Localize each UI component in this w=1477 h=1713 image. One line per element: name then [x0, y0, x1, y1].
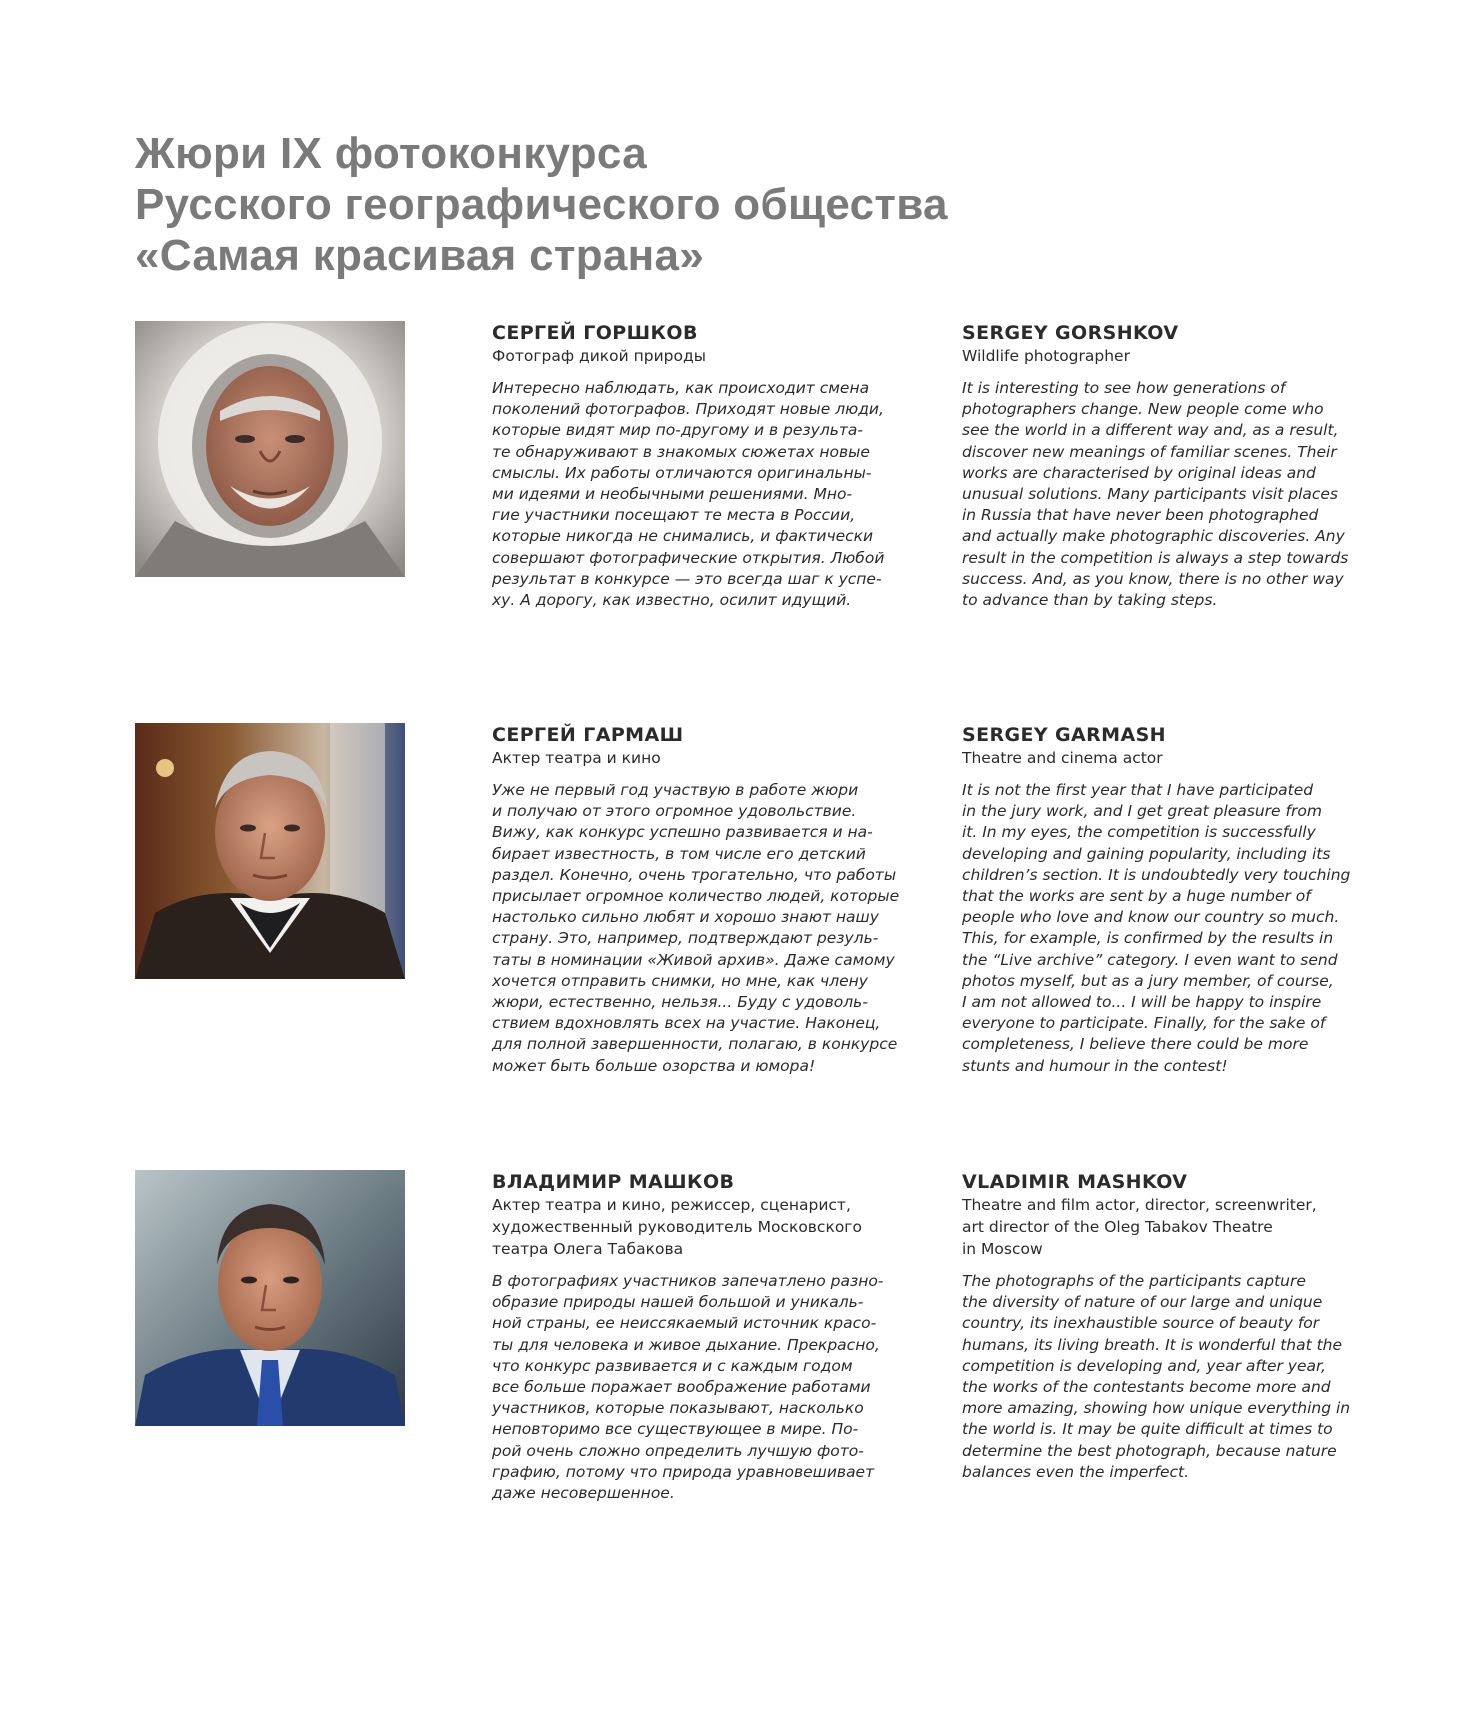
- quote-line: photographers change. New people come who: [962, 400, 1324, 419]
- quote-line: competition is developing and, year after year,: [962, 1356, 1326, 1375]
- jury-role-line: in Moscow: [962, 1240, 1043, 1258]
- quote-line: и получаю от этого огромное удовольствие.: [492, 802, 857, 821]
- quote-line: and actually make photographic discoveries. Any: [962, 527, 1345, 546]
- quote-line: В фотографиях участников запечатлено разно-: [492, 1272, 884, 1290]
- bio-en: [962, 723, 1402, 1077]
- quote-line: works are characterised by original ideas and: [962, 463, 1316, 482]
- quote-line: неповторимо все существующее в мире. По-: [492, 1420, 859, 1439]
- quote-line: бирает известность, в том числе его детский: [492, 844, 866, 863]
- quote-line: completeness, I believe there could be more: [962, 1035, 1309, 1054]
- jury-quote: [962, 378, 1402, 611]
- jury-role-line: Фотограф дикой природы: [492, 347, 706, 365]
- quote-line: determine the best photograph, because nature: [962, 1441, 1337, 1460]
- quote-line: таты в номинации «Живой архив». Даже самому: [492, 950, 895, 969]
- quote-line: the “Live archive” category. I even want to send: [962, 950, 1338, 969]
- quote-line: children’s section. It is undoubtedly very touching: [962, 865, 1351, 884]
- quote-line: ствием вдохновлять всех на участие. Наконец,: [492, 1014, 881, 1033]
- quote-line: гие участники посещают те места в России,: [492, 506, 856, 525]
- quote-line: It is interesting to see how generations of: [962, 379, 1286, 397]
- quote-line: the world is. It may be quite difficult at times to: [962, 1420, 1333, 1439]
- jury-quote: [962, 1271, 1402, 1483]
- quote-line: рой очень сложно определить лучшую фото-: [492, 1441, 864, 1460]
- quote-line: humans, its living breath. It is wonderful that the: [962, 1335, 1343, 1354]
- jury-name: СЕРГЕЙ ГАРМАШ: [492, 724, 684, 746]
- quote-line: которые видят мир по-другому и в результа-: [492, 421, 864, 440]
- quote-line: see the world in a different way and, as a result,: [962, 421, 1339, 440]
- jury-quote: [492, 780, 922, 1077]
- jury-quote: [492, 1271, 922, 1504]
- quote-line: The photographs of the participants capture: [962, 1272, 1306, 1290]
- jury-name: SERGEY GARMASH: [962, 724, 1166, 746]
- jury-role-line: Theatre and cinema actor: [962, 749, 1163, 767]
- quote-line: photos myself, but as a jury member, of course,: [962, 971, 1334, 990]
- quote-line: хочется отправить снимки, но мне, как члену: [492, 971, 868, 990]
- jury-role: [492, 345, 922, 367]
- jury-role: [962, 747, 1402, 769]
- jury-role-line: Актер театра и кино, режиссер, сценарист,: [492, 1196, 851, 1214]
- quote-line: настолько сильно любят и хорошо знают нашу: [492, 908, 879, 927]
- quote-line: everyone to participate. Finally, for the sake of: [962, 1014, 1326, 1033]
- page-title: [135, 128, 948, 281]
- quote-line: те обнаруживают в знакомых сюжетах новые: [492, 442, 870, 461]
- portrait-photo-gorshkov: [135, 321, 405, 577]
- quote-line: жюри, естественно, нельзя... Буду с удоволь-: [492, 993, 868, 1012]
- quote-line: образие природы нашей большой и уникаль-: [492, 1293, 864, 1312]
- quote-line: people who love and know our country so much.: [962, 908, 1340, 927]
- quote-line: unusual solutions. Many participants visit places: [962, 485, 1339, 504]
- quote-line: Уже не первый год участвую в работе жюри: [492, 781, 859, 799]
- quote-line: все больше поражает воображение работами: [492, 1378, 871, 1397]
- quote-line: in the jury work, and I get great pleasure from: [962, 802, 1322, 821]
- quote-line: balances even the imperfect.: [962, 1462, 1190, 1481]
- bio-ru: [492, 723, 922, 1077]
- jury-name: SERGEY GORSHKOV: [962, 322, 1179, 344]
- quote-line: that the works are sent by a huge number of: [962, 887, 1311, 906]
- bio-en: [962, 321, 1402, 611]
- quote-line: ми идеями и необычными решениями. Мно-: [492, 485, 853, 504]
- quote-line: которые никогда не снимались, и фактически: [492, 527, 874, 546]
- quote-line: Вижу, как конкурс успешно развивается и на-: [492, 823, 873, 842]
- quote-line: результат в конкурсе — это всегда шаг к успе-: [492, 569, 882, 588]
- page-title-line: Русского географического общества: [135, 180, 948, 229]
- quote-line: участников, которые показывают, насколько: [492, 1399, 864, 1418]
- page-title-line: «Самая красивая страна»: [135, 231, 705, 280]
- quote-line: для полной завершенности, полагаю, в конкурсе: [492, 1035, 898, 1054]
- jury-role-line: Theatre and film actor, director, screenwriter,: [962, 1196, 1317, 1214]
- quote-line: discover new meanings of familiar scenes. Their: [962, 442, 1337, 461]
- quote-line: ной страны, ее неиссякаемый источник красо-: [492, 1314, 877, 1333]
- quote-line: it. In my eyes, the competition is successfully: [962, 823, 1316, 842]
- jury-quote: [962, 780, 1402, 1077]
- jury-role-line: театра Олега Табакова: [492, 1240, 684, 1258]
- quote-line: It is not the first year that I have participated: [962, 781, 1314, 799]
- bio-ru: [492, 321, 922, 611]
- portrait-photo-garmash: [135, 723, 405, 979]
- jury-role-line: художественный руководитель Московского: [492, 1218, 862, 1236]
- jury-role: [492, 747, 922, 769]
- quote-line: I am not allowed to... I will be happy to inspire: [962, 993, 1322, 1012]
- jury-role: [492, 1194, 922, 1260]
- jury-role: [962, 1194, 1402, 1260]
- quote-line: ху. А дорогу, как известно, осилит идущий.: [492, 591, 852, 610]
- quote-line: in Russia that have never been photographed: [962, 506, 1319, 525]
- quote-line: ты для человека и живое дыхание. Прекрасно,: [492, 1335, 880, 1354]
- quote-line: stunts and humour in the contest!: [962, 1056, 1228, 1075]
- jury-name: СЕРГЕЙ ГОРШКОВ: [492, 322, 698, 344]
- jury-name: VLADIMIR MASHKOV: [962, 1171, 1188, 1193]
- quote-line: страну. Это, например, подтверждают резуль-: [492, 929, 879, 948]
- quote-line: more amazing, showing how unique everything in: [962, 1399, 1351, 1418]
- jury-role-line: Актер театра и кино: [492, 749, 661, 767]
- quote-line: может быть больше озорства и юмора!: [492, 1056, 816, 1075]
- quote-line: Интересно наблюдать, как происходит смена: [492, 379, 870, 397]
- quote-line: country, its inexhaustible source of beauty for: [962, 1314, 1320, 1333]
- jury-role: [962, 345, 1402, 367]
- page-title-line: Жюри IX фотоконкурса: [135, 129, 647, 178]
- quote-line: присылает огромное количество людей, которые: [492, 887, 900, 906]
- portrait-photo-mashkov: [135, 1170, 405, 1426]
- quote-line: совершают фотографические открытия. Любой: [492, 548, 885, 567]
- quote-line: the works of the contestants become more and: [962, 1378, 1331, 1397]
- quote-line: раздел. Конечно, очень трогательно, что работы: [492, 865, 897, 884]
- quote-line: что конкурс развивается и с каждым годом: [492, 1356, 853, 1375]
- quote-line: смыслы. Их работы отличаются оригинальны-: [492, 463, 872, 482]
- quote-line: developing and gaining popularity, including its: [962, 844, 1331, 863]
- jury-role-line: Wildlife photographer: [962, 347, 1130, 365]
- quote-line: графию, потому что природа уравновешивает: [492, 1462, 875, 1481]
- quote-line: to advance than by taking steps.: [962, 591, 1218, 610]
- quote-line: This, for example, is confirmed by the results in: [962, 929, 1334, 948]
- bio-ru: [492, 1170, 922, 1504]
- quote-line: success. And, as you know, there is no other way: [962, 569, 1344, 588]
- jury-role-line: art director of the Oleg Tabakov Theatre: [962, 1218, 1273, 1236]
- quote-line: result in the competition is always a step towards: [962, 548, 1349, 567]
- jury-name: ВЛАДИМИР МАШКОВ: [492, 1171, 735, 1193]
- quote-line: the diversity of nature of our large and unique: [962, 1293, 1323, 1312]
- quote-line: поколений фотографов. Приходят новые люди,: [492, 400, 884, 419]
- bio-en: [962, 1170, 1402, 1483]
- quote-line: даже несовершенное.: [492, 1484, 675, 1503]
- jury-quote: [492, 378, 922, 611]
